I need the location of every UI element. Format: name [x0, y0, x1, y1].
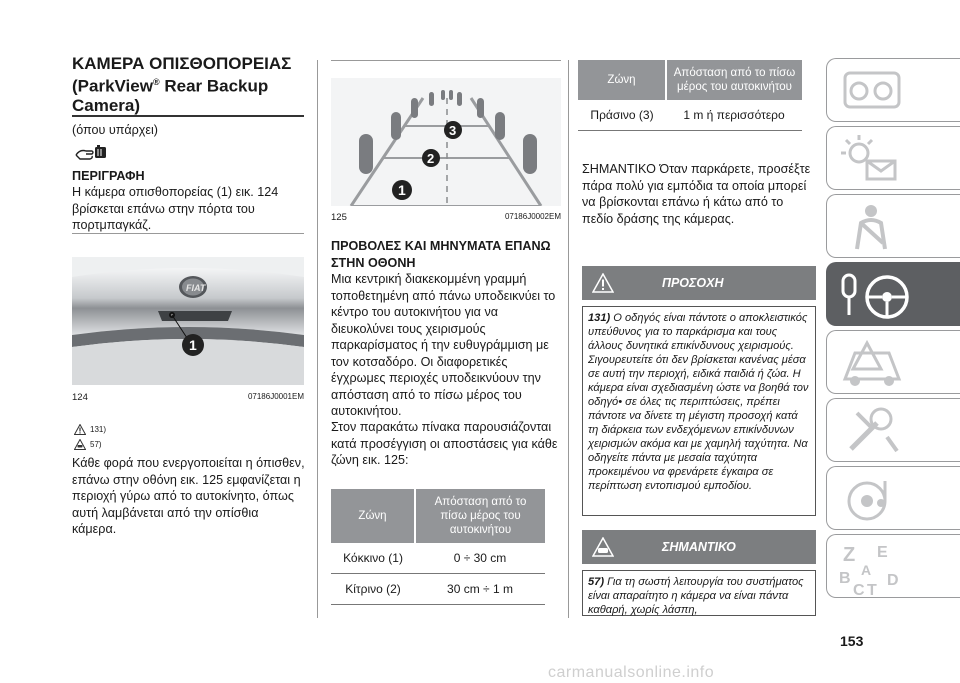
header-distance: Απόσταση από το πίσω μέρος του αυτοκινήτου [415, 489, 545, 543]
zone-cell: Κόκκινο (1) [331, 543, 415, 574]
header-zone: Ζώνη [578, 60, 666, 100]
description-heading: ΠΕΡΙΓΡΑΦΗ [72, 169, 145, 183]
title-part-b: Rear Backup [159, 76, 269, 96]
registered-mark: ® [152, 77, 160, 87]
index-letters-icon [837, 539, 947, 601]
index-letter: E [877, 544, 888, 561]
important-title: ΣΗΜΑΝΤΙΚΟ [662, 540, 736, 554]
figure-124-tailgate-camera [72, 257, 304, 385]
index-letter: A [861, 562, 872, 578]
steering-key-icon [837, 267, 917, 323]
tab-car-dashboard[interactable] [826, 58, 960, 122]
important-text: Για τη σωστή λειτουργία του συστήματος είναι απαραίτητο η κάμερα να είναι πάντα καθαρή, χωρίς λάσπη, [588, 576, 804, 616]
warning-lights-icon [837, 131, 907, 187]
warning-triangle-icon [592, 273, 614, 293]
warning-box-body [582, 306, 816, 516]
section-divider [72, 233, 304, 234]
table-header-row [331, 489, 545, 543]
table-row [578, 100, 802, 131]
fig125-callout-1: 1 [398, 182, 406, 198]
activation-text: Κάθε φορά που ενεργοποιείται η όπισθεν, επάνω στην οθόνη εικ. 125 εμφανίζεται η περιοχή γύρω από το αυτοκίνητο, όπως αυτή λαμβάνεται από την οπίσθια κάμερα. [72, 456, 305, 536]
table-row [331, 543, 545, 574]
seat-belt-icon [837, 199, 907, 255]
header-zone: Ζώνη [331, 489, 415, 543]
title-line-3: Camera) [72, 95, 141, 115]
tab-breakdown[interactable] [826, 330, 960, 394]
index-letter: C [853, 582, 865, 599]
zone-cell: Πράσινο (3) [578, 100, 666, 131]
title-line-2 [72, 73, 306, 96]
distance-cell: 1 m ή περισσότερο [666, 100, 802, 131]
screen-messages-text-1: Μια κεντρική διακεκομμένη γραμμή τοποθετημένη από πάνω υποδεικνύει το κέντρο του αυτοκινήτου για να διευκολύνει τους χειρισμούς παρκαρίσματος ή την ευθυγράμμιση με τον κοτσαδόρο. Οι διαφορετικές έγχρωμες περιοχές υποδεικνύουν την απόσταση από το πίσω μέρος του αυτοκινήτου. [331, 272, 556, 418]
breakdown-icon [837, 335, 907, 391]
index-letter: T [867, 582, 877, 599]
distance-cell: 30 cm ÷ 1 m [415, 574, 545, 605]
section-title [72, 54, 306, 115]
multimedia-icon [837, 471, 907, 527]
screen-messages-text-2: Στον παρακάτω πίνακα παρουσιάζονται κατά προσέγγιση οι αποστάσεις για κάθε ζώνη εικ. 125: [331, 420, 558, 467]
warning-triangle-icon [74, 424, 86, 435]
note-ref-number: 57) [90, 440, 102, 449]
fig125-number: 125 [331, 212, 347, 223]
warning-title: ΠΡΟΣΟΧΗ [662, 276, 724, 290]
warning-box-header [582, 266, 816, 300]
top-divider [331, 60, 561, 61]
important-box-header [582, 530, 816, 564]
fig125-callout-3: 3 [449, 123, 457, 138]
zone-distance-table [331, 489, 545, 605]
title-divider [72, 115, 304, 117]
title-part-a: (ParkView [72, 76, 153, 96]
car-dashboard-icon [837, 63, 907, 119]
warning-reference [74, 424, 106, 435]
tab-multimedia[interactable] [826, 466, 960, 530]
note-reference [74, 439, 102, 450]
fig124-caption [72, 392, 304, 403]
watermark: carmanualsonline.info [548, 664, 715, 681]
tab-index[interactable] [826, 534, 960, 598]
index-letter: B [839, 570, 851, 587]
hand-camera-icon [74, 143, 108, 161]
index-letter: D [887, 572, 899, 589]
distance-cell: 0 ÷ 30 cm [415, 543, 545, 574]
fig125-code: 07186J0002EM [504, 212, 561, 221]
header-distance: Απόσταση από το πίσω μέρος του αυτοκινήτου [666, 60, 802, 100]
fig125-caption [331, 212, 561, 223]
availability-note: (όπου υπάρχει) [72, 123, 158, 137]
description-text: Η κάμερα οπισθοπορείας (1) εικ. 124 βρίσκεται επάνω στην πόρτα του πορτμπαγκάζ. [72, 185, 279, 232]
tab-maintenance[interactable] [826, 398, 960, 462]
fig124-code: 07186J0001EM [247, 392, 304, 401]
warning-text: Ο οδηγός είναι πάντοτε ο αποκλειστικός υπεύθυνος για το παρκάρισμα και τους άλλους δυνητικά επικίνδυνους χειρισμούς. Σιγουρευτείτε ότι δεν βρίσκεται κανένας μέσα σε αυτή την περιοχή, ειδικά παιδιά ή ζώα. Η κάμερα είναι σχεδιασμένη ώστε να βοηθά τον οδηγό• σε όλες τις περιπτώσεις, πρέπει πάντοτε να δίνετε τη μέγιστη προσοχή κατά τη διάρκεια των ενδεχόμενων επικίνδυνων χειρισμών ακόμα και με χαμηλή ταχύτητα. Να οδηγείτε πάντα με μεσαία ταχύτητα προκειμένου να φρενάρετε έγκαιρα σε περίπτωση εντοπισμού εμποδίου. [588, 312, 809, 492]
fig125-callout-2: 2 [427, 151, 435, 166]
column-divider-1 [317, 60, 318, 618]
car-note-icon [74, 439, 86, 450]
tab-warning-lights[interactable] [826, 126, 960, 190]
car-note-icon [592, 537, 614, 557]
zone-cell: Κίτρινο (2) [331, 574, 415, 605]
page-number: 153 [840, 633, 864, 649]
svg-text:FIAT: FIAT [186, 283, 206, 293]
tab-safety[interactable] [826, 194, 960, 258]
important-box-body [582, 570, 816, 616]
tab-starting-driving[interactable] [826, 262, 960, 326]
fig124-callout: 1 [189, 337, 197, 353]
zone-distance-table-continued [578, 60, 802, 131]
warning-ref-number: 131) [90, 425, 107, 434]
column-divider-2 [568, 60, 569, 618]
screen-messages-heading: ΠΡΟΒΟΛΕΣ ΚΑΙ ΜΗΝΥΜΑΤΑ ΕΠΑΝΩ ΣΤΗΝ ΟΘΟΝΗ [331, 239, 551, 270]
important-parking-note: ΣΗΜΑΝΤΙΚΟ Όταν παρκάρετε, προσέξτε πάρα πολύ για εμπόδια τα οποία μπορεί να βρίσκονται επάνω ή κάτω από το πεδίο δράσης της κάμερας. [582, 162, 811, 226]
figure-125-camera-view [331, 78, 561, 206]
title-line-1: ΚΑΜΕΡΑ ΟΠΙΣΘΟΠΟΡΕΙΑΣ [72, 54, 292, 73]
fig124-number: 124 [72, 392, 88, 403]
warning-number: 131) [588, 312, 611, 324]
important-number: 57) [588, 576, 605, 588]
table-header-row [578, 60, 802, 100]
index-letter: Z [843, 544, 856, 566]
table-row [331, 574, 545, 605]
maintenance-icon [837, 403, 907, 459]
